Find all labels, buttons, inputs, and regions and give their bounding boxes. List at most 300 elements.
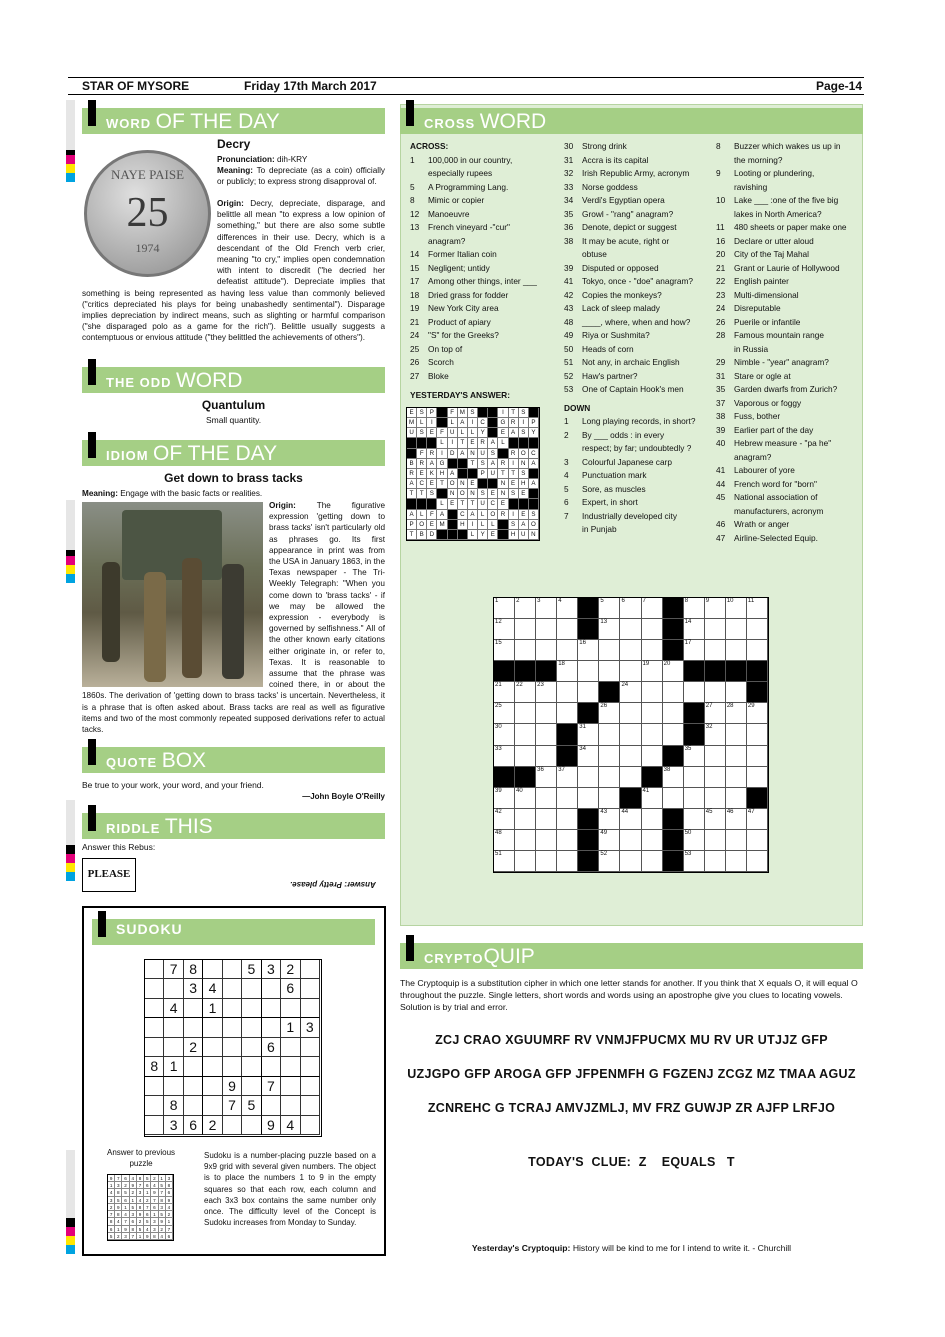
crossword-cell[interactable] xyxy=(536,851,557,872)
crossword-cell[interactable]: 20 xyxy=(663,661,684,682)
answer-cell xyxy=(407,499,417,509)
answer-cell: E xyxy=(468,438,478,448)
crossword-cell[interactable] xyxy=(536,619,557,640)
crossword-cell[interactable] xyxy=(515,619,536,640)
page-header xyxy=(68,77,864,95)
sudoku-cell[interactable] xyxy=(164,1038,183,1057)
crossword-cell[interactable] xyxy=(536,746,557,767)
down-clues-col3 xyxy=(716,140,861,545)
sudoku-cell[interactable] xyxy=(184,999,203,1018)
sudoku-cell[interactable]: 9 xyxy=(262,1116,281,1135)
crossword-cell[interactable]: 49 xyxy=(599,830,620,851)
yesterday-answer-grid xyxy=(406,407,540,541)
crossword-cell[interactable] xyxy=(663,724,684,745)
sudoku-cell[interactable] xyxy=(262,979,281,998)
crossword-cell[interactable]: 52 xyxy=(599,851,620,872)
answer-cell: 9 xyxy=(151,1189,158,1196)
answer-cell: 8 xyxy=(115,1189,122,1196)
crossword-cell[interactable] xyxy=(578,661,599,682)
crossword-block xyxy=(578,809,599,830)
crossword-cell[interactable] xyxy=(599,661,620,682)
answer-cell: 3 xyxy=(151,1226,158,1233)
crossword-cell[interactable] xyxy=(536,788,557,809)
crossword-cell[interactable] xyxy=(642,619,663,640)
crossword-cell[interactable] xyxy=(726,640,747,661)
crossword-cell[interactable] xyxy=(515,851,536,872)
sudoku-cell[interactable] xyxy=(164,1018,183,1037)
answer-cell: 6 xyxy=(122,1175,129,1182)
clue-item: 9 Looting or plundering, xyxy=(716,168,815,178)
crossword-cell[interactable] xyxy=(620,703,641,724)
crossword-cell[interactable] xyxy=(578,767,599,788)
answer-cell: 8 xyxy=(166,1182,173,1189)
sudoku-cell[interactable] xyxy=(242,979,261,998)
crossword-cell[interactable] xyxy=(515,746,536,767)
sudoku-grid[interactable] xyxy=(144,959,322,1137)
sudoku-cell[interactable] xyxy=(203,1038,222,1057)
crossword-cell[interactable] xyxy=(557,703,578,724)
sudoku-cell[interactable] xyxy=(281,1077,300,1096)
crossword-cell[interactable] xyxy=(747,724,768,745)
answer-cell: 8 xyxy=(115,1211,122,1218)
crossword-cell[interactable]: 31 xyxy=(578,724,599,745)
sudoku-cell[interactable] xyxy=(145,1096,164,1115)
clue-item: 44 French word for "born" xyxy=(716,478,817,489)
sudoku-cell[interactable] xyxy=(145,1038,164,1057)
crossword-banner: CROSS WORD xyxy=(400,108,863,134)
crossword-cell[interactable] xyxy=(642,746,663,767)
crossword-cell[interactable] xyxy=(620,767,641,788)
crossword-block xyxy=(747,788,768,809)
answer-cell: 4 xyxy=(144,1226,151,1233)
answer-cell: 8 xyxy=(108,1218,115,1225)
crossword-cell[interactable]: 53 xyxy=(684,851,705,872)
crossword-cell[interactable]: 15 xyxy=(494,640,515,661)
sudoku-cell[interactable]: 1 xyxy=(281,1018,300,1037)
answer-cell: 2 xyxy=(166,1211,173,1218)
sudoku-cell[interactable]: 4 xyxy=(203,979,222,998)
clue-item: 43 Lack of sleep malady xyxy=(564,303,660,313)
sudoku-cell[interactable] xyxy=(301,999,320,1018)
crossword-cell[interactable] xyxy=(747,767,768,788)
crossword-cell[interactable]: 13 xyxy=(599,619,620,640)
sudoku-cell[interactable]: 2 xyxy=(281,960,300,979)
crossword-cell[interactable]: 19 xyxy=(642,661,663,682)
answer-cell xyxy=(448,510,458,520)
crossword-cell[interactable]: 24 xyxy=(620,682,641,703)
sudoku-cell[interactable] xyxy=(223,1038,242,1057)
crossword-cell[interactable]: 7 xyxy=(642,598,663,619)
crossword-cell[interactable] xyxy=(620,851,641,872)
sudoku-cell[interactable]: 7 xyxy=(262,1077,281,1096)
sudoku-cell[interactable] xyxy=(262,1018,281,1037)
crossword-cell[interactable] xyxy=(578,682,599,703)
crossword-cell[interactable]: 11 xyxy=(747,598,768,619)
crossword-cell[interactable] xyxy=(536,809,557,830)
sudoku-cell[interactable]: 6 xyxy=(281,979,300,998)
sudoku-cell[interactable] xyxy=(203,1018,222,1037)
crossword-cell[interactable]: 29 xyxy=(747,703,768,724)
crossword-cell[interactable]: 45 xyxy=(705,809,726,830)
crossword-cell[interactable]: 6 xyxy=(620,598,641,619)
crossword-cell[interactable] xyxy=(726,767,747,788)
crossword-cell[interactable]: 40 xyxy=(515,788,536,809)
crossword-cell[interactable] xyxy=(620,724,641,745)
sudoku-cell[interactable] xyxy=(301,1116,320,1135)
sudoku-banner: SUDOKU xyxy=(92,919,375,945)
crossword-cell[interactable]: 34 xyxy=(578,746,599,767)
answer-cell: H xyxy=(519,479,529,489)
answer-cell: 1 xyxy=(122,1204,129,1211)
sudoku-cell[interactable] xyxy=(301,1057,320,1076)
sudoku-cell[interactable] xyxy=(184,1096,203,1115)
crossword-cell[interactable] xyxy=(747,746,768,767)
sudoku-cell[interactable] xyxy=(281,999,300,1018)
sudoku-cell[interactable]: 4 xyxy=(281,1116,300,1135)
crossword-cell[interactable] xyxy=(705,767,726,788)
answer-cell: N xyxy=(458,479,468,489)
sudoku-cell[interactable] xyxy=(145,1018,164,1037)
answer-cell: B xyxy=(417,530,427,540)
crossword-cell[interactable] xyxy=(620,619,641,640)
crossword-cell[interactable] xyxy=(620,661,641,682)
crossword-cell[interactable] xyxy=(642,830,663,851)
sudoku-cell[interactable] xyxy=(145,979,164,998)
crossword-cell[interactable] xyxy=(705,830,726,851)
answer-cell: S xyxy=(519,469,529,479)
crossword-cell[interactable]: 47 xyxy=(747,809,768,830)
crossword-cell[interactable]: 27 xyxy=(705,703,726,724)
sudoku-cell[interactable] xyxy=(262,1057,281,1076)
sudoku-cell[interactable]: 8 xyxy=(164,1096,183,1115)
crossword-cell[interactable] xyxy=(515,809,536,830)
crossword-cell[interactable] xyxy=(747,619,768,640)
crossword-cell[interactable]: 8 xyxy=(684,598,705,619)
clue-item: 11 480 sheets or paper make one xyxy=(716,222,847,232)
sudoku-cell[interactable] xyxy=(242,1116,261,1135)
sudoku-cell[interactable] xyxy=(203,960,222,979)
crossword-cell[interactable]: 22 xyxy=(515,682,536,703)
sudoku-cell[interactable] xyxy=(281,1057,300,1076)
answer-cell: N xyxy=(448,489,458,499)
crossword-cell[interactable] xyxy=(536,724,557,745)
crossword-cell[interactable]: 36 xyxy=(536,767,557,788)
answer-cell: P xyxy=(407,520,417,530)
crossword-cell[interactable] xyxy=(599,788,620,809)
sudoku-cell[interactable] xyxy=(223,1057,242,1076)
answer-cell: A xyxy=(488,459,498,469)
crossword-cell[interactable]: 30 xyxy=(494,724,515,745)
sudoku-cell[interactable] xyxy=(242,1038,261,1057)
crossword-block xyxy=(726,661,747,682)
answer-cell: R xyxy=(417,459,427,469)
answer-cell xyxy=(407,438,417,448)
answer-cell: E xyxy=(488,489,498,499)
answer-cell: Y xyxy=(529,428,539,438)
crossword-cell[interactable] xyxy=(726,682,747,703)
answer-cell xyxy=(488,418,498,428)
crossword-cell[interactable] xyxy=(642,724,663,745)
sudoku-cell[interactable] xyxy=(203,1096,222,1115)
sudoku-cell[interactable]: 6 xyxy=(184,1116,203,1135)
crossword-cell[interactable] xyxy=(599,767,620,788)
sudoku-cell[interactable] xyxy=(223,999,242,1018)
sudoku-cell[interactable] xyxy=(145,1077,164,1096)
sudoku-cell[interactable]: 7 xyxy=(223,1096,242,1115)
crossword-cell[interactable]: 25 xyxy=(494,703,515,724)
sudoku-cell[interactable] xyxy=(281,1096,300,1115)
crossword-cell[interactable] xyxy=(684,767,705,788)
sudoku-cell[interactable]: 7 xyxy=(164,960,183,979)
crossword-cell[interactable]: 51 xyxy=(494,851,515,872)
margin-strip xyxy=(66,800,75,845)
crossword-cell[interactable]: 42 xyxy=(494,809,515,830)
crossword-cell[interactable]: 35 xyxy=(684,746,705,767)
crossword-cell[interactable] xyxy=(726,788,747,809)
sudoku-cell[interactable] xyxy=(223,960,242,979)
answer-cell: C xyxy=(478,418,488,428)
crossword-cell[interactable] xyxy=(705,682,726,703)
crossword-cell[interactable] xyxy=(705,788,726,809)
sudoku-cell[interactable] xyxy=(203,1057,222,1076)
crossword-cell[interactable] xyxy=(642,851,663,872)
crossword-cell[interactable]: 4 xyxy=(557,598,578,619)
sudoku-cell[interactable] xyxy=(301,1096,320,1115)
answer-cell: I xyxy=(468,520,478,530)
crossword-cell[interactable]: 48 xyxy=(494,830,515,851)
crossword-cell[interactable]: 44 xyxy=(620,809,641,830)
crossword-cell[interactable] xyxy=(557,830,578,851)
sudoku-cell[interactable] xyxy=(223,1116,242,1135)
answer-cell: S xyxy=(509,489,519,499)
crossword-cell[interactable] xyxy=(747,851,768,872)
answer-cell: L xyxy=(478,510,488,520)
crossword-cell[interactable]: 1 xyxy=(494,598,515,619)
answer-cell: 1 xyxy=(159,1175,166,1182)
sudoku-cell[interactable] xyxy=(223,979,242,998)
sudoku-cell[interactable]: 2 xyxy=(184,1038,203,1057)
crossword-cell[interactable] xyxy=(705,619,726,640)
crossword-cell[interactable]: 37 xyxy=(557,767,578,788)
answer-cell xyxy=(478,479,488,489)
sudoku-cell[interactable]: 3 xyxy=(164,1116,183,1135)
odd-word-meaning: Small quantity. xyxy=(205,415,262,425)
crossword-cell[interactable] xyxy=(705,851,726,872)
answer-cell: 9 xyxy=(159,1218,166,1225)
sudoku-cell[interactable]: 1 xyxy=(203,999,222,1018)
sudoku-cell[interactable]: 3 xyxy=(301,1018,320,1037)
crossword-cell[interactable]: 10 xyxy=(726,598,747,619)
crossword-cell[interactable]: 21 xyxy=(494,682,515,703)
clue-item: 15 Negligent; untidy xyxy=(410,262,490,273)
answer-cell: 8 xyxy=(130,1226,137,1233)
crossword-block xyxy=(663,598,684,619)
sudoku-cell[interactable] xyxy=(145,960,164,979)
sudoku-cell[interactable]: 1 xyxy=(164,1057,183,1076)
crossword-cell[interactable]: 46 xyxy=(726,809,747,830)
crossword-cell[interactable] xyxy=(557,682,578,703)
crossword-cell[interactable] xyxy=(747,640,768,661)
sudoku-cell[interactable]: 5 xyxy=(242,960,261,979)
clue-item: 8 Mimic or copier xyxy=(410,195,485,205)
down-label: DOWN xyxy=(564,402,591,413)
sudoku-cell[interactable] xyxy=(301,979,320,998)
sudoku-cell[interactable]: 4 xyxy=(164,999,183,1018)
sudoku-cell[interactable] xyxy=(301,1038,320,1057)
sudoku-cell[interactable] xyxy=(223,1018,242,1037)
crossword-cell[interactable] xyxy=(515,703,536,724)
crossword-cell[interactable] xyxy=(642,640,663,661)
crossword-cell[interactable]: 5 xyxy=(599,598,620,619)
answer-cell: U xyxy=(448,428,458,438)
crossword-cell[interactable]: 43 xyxy=(599,809,620,830)
crossword-cell[interactable] xyxy=(684,682,705,703)
crossword-cell[interactable] xyxy=(557,851,578,872)
sudoku-cell[interactable] xyxy=(242,1077,261,1096)
sudoku-cell[interactable]: 8 xyxy=(145,1057,164,1076)
crossword-cell[interactable]: 3 xyxy=(536,598,557,619)
crossword-cell[interactable] xyxy=(726,746,747,767)
cryptoquip-intro: The Cryptoquip is a substitution cipher in which one letter stands for another. If you think that X equals O, it will equal O throughout the puzzle. Single letters, short words and words using an apostrophe give you clues to locating vowels. Solution is by trial and error. xyxy=(400,978,858,1012)
sudoku-cell[interactable] xyxy=(242,1018,261,1037)
crossword-cell[interactable] xyxy=(557,640,578,661)
clue-item: 3 Colourful Japanese carp xyxy=(564,456,672,467)
crossword-cell[interactable] xyxy=(726,724,747,745)
crossword-cell[interactable]: 41 xyxy=(642,788,663,809)
crossword-cell[interactable] xyxy=(557,809,578,830)
crossword-cell[interactable] xyxy=(536,830,557,851)
crossword-cell[interactable] xyxy=(663,788,684,809)
crossword-cell[interactable] xyxy=(642,809,663,830)
crossword-cell[interactable] xyxy=(663,703,684,724)
answer-cell xyxy=(529,489,539,499)
answer-cell xyxy=(468,469,478,479)
sudoku-cell[interactable] xyxy=(203,1077,222,1096)
answer-cell: 6 xyxy=(144,1211,151,1218)
crossword-cell[interactable] xyxy=(515,724,536,745)
crossword-cell[interactable] xyxy=(536,640,557,661)
answer-cell: 1 xyxy=(144,1189,151,1196)
crossword-cell[interactable] xyxy=(515,830,536,851)
sudoku-cell[interactable] xyxy=(184,1018,203,1037)
clue-item: 48 ____, where, when and how? xyxy=(564,316,691,327)
sudoku-cell[interactable] xyxy=(164,1077,183,1096)
answer-cell: 6 xyxy=(108,1226,115,1233)
clue-item: 36 Denote, depict or suggest xyxy=(564,222,677,232)
answer-cell: C xyxy=(417,479,427,489)
crossword-cell[interactable] xyxy=(599,724,620,745)
crossword-cell[interactable] xyxy=(599,640,620,661)
sudoku-cell[interactable] xyxy=(262,999,281,1018)
answer-cell: 7 xyxy=(144,1204,151,1211)
crossword-cell[interactable] xyxy=(726,851,747,872)
sudoku-cell[interactable] xyxy=(242,1057,261,1076)
sudoku-cell[interactable]: 9 xyxy=(223,1077,242,1096)
crossword-cell[interactable] xyxy=(599,746,620,767)
answer-cell: F xyxy=(417,449,427,459)
crossword-cell[interactable] xyxy=(620,640,641,661)
crossword-cell[interactable]: 12 xyxy=(494,619,515,640)
sudoku-cell[interactable] xyxy=(145,1116,164,1135)
crossword-cell[interactable]: 38 xyxy=(663,767,684,788)
crossword-cell[interactable] xyxy=(726,830,747,851)
crossword-grid[interactable] xyxy=(493,597,769,873)
crossword-cell[interactable] xyxy=(726,619,747,640)
crossword-cell[interactable] xyxy=(684,788,705,809)
sudoku-cell[interactable]: 2 xyxy=(203,1116,222,1135)
crossword-cell[interactable] xyxy=(747,830,768,851)
crossword-cell[interactable] xyxy=(557,788,578,809)
crossword-cell[interactable]: 2 xyxy=(515,598,536,619)
sudoku-cell[interactable] xyxy=(184,1057,203,1076)
sudoku-cell[interactable] xyxy=(164,979,183,998)
clue-item: 4 Punctuation mark xyxy=(564,470,647,480)
sudoku-cell[interactable]: 5 xyxy=(242,1096,261,1115)
sudoku-cell[interactable]: 3 xyxy=(184,979,203,998)
crossword-cell[interactable] xyxy=(684,809,705,830)
crossword-cell[interactable] xyxy=(578,788,599,809)
crossword-cell[interactable] xyxy=(663,682,684,703)
crossword-cell[interactable]: 14 xyxy=(684,619,705,640)
answer-cell: N xyxy=(519,459,529,469)
answer-cell: 2 xyxy=(115,1233,122,1240)
crossword-cell[interactable]: 39 xyxy=(494,788,515,809)
answer-cell: R xyxy=(478,438,488,448)
crossword-cell[interactable] xyxy=(515,640,536,661)
sudoku-cell[interactable]: 6 xyxy=(262,1038,281,1057)
answer-cell: E xyxy=(407,408,417,418)
sudoku-cell[interactable] xyxy=(242,999,261,1018)
crossword-cell[interactable] xyxy=(620,830,641,851)
crossword-cell[interactable] xyxy=(557,619,578,640)
crossword-cell[interactable]: 28 xyxy=(726,703,747,724)
crossword-cell[interactable] xyxy=(705,746,726,767)
crossword-cell[interactable]: 32 xyxy=(705,724,726,745)
crossword-cell[interactable] xyxy=(620,746,641,767)
sudoku-cell[interactable] xyxy=(184,1077,203,1096)
crossword-cell[interactable] xyxy=(642,703,663,724)
answer-cell: H xyxy=(509,530,519,540)
crossword-cell[interactable]: 17 xyxy=(684,640,705,661)
crossword-cell[interactable]: 18 xyxy=(557,661,578,682)
answer-cell: 8 xyxy=(137,1204,144,1211)
crossword-cell[interactable]: 16 xyxy=(578,640,599,661)
crossword-cell[interactable] xyxy=(642,682,663,703)
sudoku-cell[interactable] xyxy=(281,1038,300,1057)
crossword-cell[interactable]: 26 xyxy=(599,703,620,724)
answer-cell: 3 xyxy=(115,1182,122,1189)
answer-cell: F xyxy=(437,428,447,438)
answer-cell: Y xyxy=(478,530,488,540)
sudoku-cell[interactable] xyxy=(262,1096,281,1115)
answer-cell: D xyxy=(448,449,458,459)
cryptoquip-line-2: UZJGPO GFP AROGA GFP JFPENMFH G FGZENJ ZCGZ MZ TMAA AGUZ xyxy=(407,1067,856,1081)
sudoku-cell[interactable] xyxy=(145,999,164,1018)
sudoku-cell[interactable] xyxy=(301,960,320,979)
crossword-cell[interactable]: 23 xyxy=(536,682,557,703)
clue-item: manufacturers, acronym xyxy=(734,505,824,516)
crossword-cell[interactable]: 50 xyxy=(684,830,705,851)
sudoku-cell[interactable]: 3 xyxy=(262,960,281,979)
crossword-cell[interactable]: 33 xyxy=(494,746,515,767)
crossword-cell[interactable] xyxy=(536,703,557,724)
sudoku-cell[interactable] xyxy=(301,1077,320,1096)
crossword-cell[interactable]: 9 xyxy=(705,598,726,619)
answer-cell: N xyxy=(498,489,508,499)
coin-image: NAYE PAISE 25 1974 xyxy=(84,150,211,277)
sudoku-cell[interactable]: 8 xyxy=(184,960,203,979)
crossword-cell[interactable] xyxy=(705,640,726,661)
